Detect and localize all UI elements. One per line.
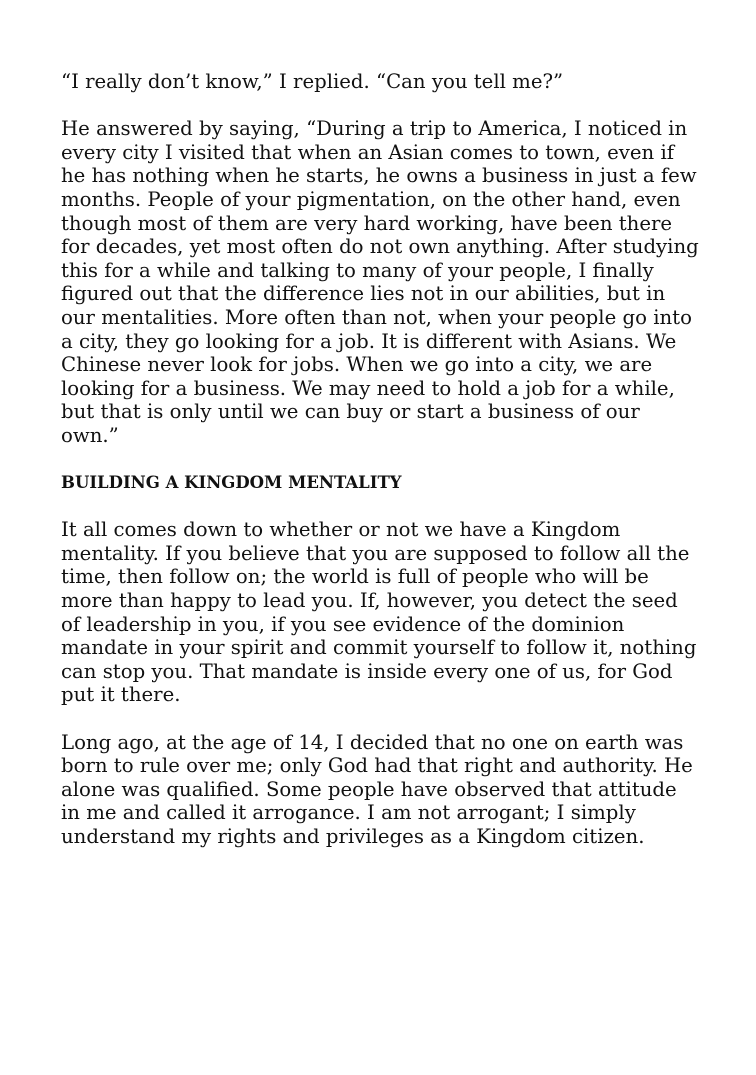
document-page [61,70,701,872]
section-heading: BUILDING A KINGDOM MENTALITY [61,473,402,493]
paragraph-age-14: Long ago, at the age of 14, I decided that no one on earth was born to rule over me; only God had that right and authority. He alone was qualified. Some people have observed that attitude in me and called it arrogance. I am not arrogant; I simply understand my rights and privileges as a Kingdom citizen. [61,730,693,848]
paragraph-kingdom-mentality: It all comes down to whether or not we have a Kingdom mentality. If you believe that you are supposed to follow all the time, then follow on; the world is full of people who will be more than happy to lead you. If, however, you detect the seed of leadership in you, if you see evidence of the dominion mandate in your spirit and commit yourself to follow it, nothing can stop you. That mandate is inside every one of us, for God put it there. [61,518,697,707]
paragraph-reply: “I really don’t know,” I replied. “Can you tell me?” [61,70,564,93]
paragraph-answer: He answered by saying, “During a trip to America, I noticed in every city I visited that when an Asian comes to town, even if he has nothing when he starts, he owns a business in just a few months. People of your pigmentation, on the other hand, even though most of them are very hard working, have been there for decades, yet most often do not own anything. After studying this for a while and talking to many of your people, I finally figured out that the difference lies not in our abilities, but in our mentalities. More often than not, when your people go into a city, they go looking for a job. It is different with Asians. We Chinese never look for jobs. When we go into a city, we are looking for a business. We may need to hold a job for a while, but that is only until we can buy or start a business of our own.” [61,117,699,447]
